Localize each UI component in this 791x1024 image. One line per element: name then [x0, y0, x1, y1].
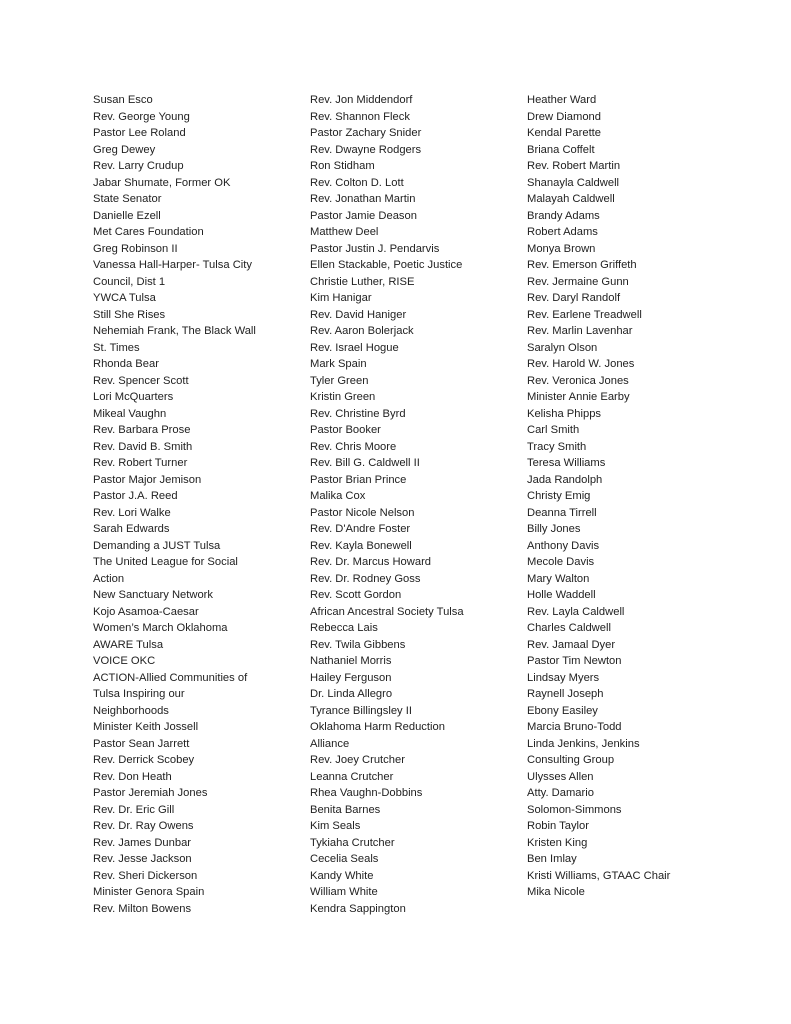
signatory-line: Rev. Colton D. Lott	[310, 176, 404, 189]
signatory-line: Ron Stidham	[310, 160, 375, 172]
signatory-line: Pastor Justin J. Pendarvis	[310, 242, 440, 255]
signatory-line: Rev. Jermaine Gunn	[527, 275, 629, 288]
signatory-line: Action	[93, 572, 125, 585]
signatory-line: Pastor J.A. Reed	[93, 490, 178, 502]
signatory-line: ACTION-Allied Communities of	[93, 671, 248, 684]
signatory-line: Mark Spain	[310, 358, 367, 370]
signatory-line: Pastor Lee Roland	[93, 127, 186, 139]
signatory-line: William White	[310, 886, 378, 898]
signatory-line: Rev. Dr. Marcus Howard	[310, 556, 432, 568]
signatory-line: Kelisha Phipps	[527, 407, 602, 420]
signatory-line: Pastor Brian Prince	[310, 473, 407, 486]
signatory-line: Rev. David B. Smith	[93, 440, 193, 453]
signatory-line: Carl Smith	[527, 424, 580, 436]
signatory-line: Robin Taylor	[527, 820, 589, 832]
signatory-line: Neighborhoods	[93, 704, 169, 717]
signatory-line: Briana Coffelt	[527, 143, 595, 156]
signatory-line: Rev. Dr. Rodney Goss	[310, 572, 421, 585]
signatory-line: Rev. Aaron Bolerjack	[310, 325, 414, 337]
signatory-line: Kristen King	[527, 836, 588, 849]
signatory-line: Pastor Zachary Snider	[310, 127, 422, 139]
signatory-line: The United League for Social	[93, 556, 238, 568]
signatory-line: Heather Ward	[527, 94, 597, 106]
signatory-line: Anthony Davis	[527, 539, 600, 552]
signatory-line: Pastor Sean Jarrett	[93, 737, 190, 750]
signatory-line: Minister Keith Jossell	[93, 721, 199, 733]
signatory-line: Tyler Green	[310, 374, 369, 387]
signatory-line: Leanna Crutcher	[310, 770, 394, 783]
signatory-line: Atty. Damario	[527, 787, 594, 799]
signatory-line: Pastor Booker	[310, 424, 381, 436]
signatory-line: Saralyn Olson	[527, 341, 598, 354]
signatory-line: Christy Emig	[527, 490, 591, 502]
signatory-line: Tracy Smith	[527, 440, 587, 453]
signatory-line: Rev. Robert Turner	[93, 457, 188, 469]
signatory-line: Linda Jenkins, Jenkins	[527, 737, 640, 750]
signatory-line: Raynell Joseph	[527, 688, 604, 700]
signatory-line: Greg Robinson II	[93, 242, 178, 255]
signatory-line: Kristi Williams, GTAAC Chair	[527, 869, 671, 882]
signatory-line: Greg Dewey	[93, 143, 156, 156]
signatory-line: Lori McQuarters	[93, 391, 174, 403]
signatory-line: Deanna Tirrell	[527, 506, 597, 519]
signatory-line: Rev. Dr. Ray Owens	[93, 820, 194, 832]
signatory-line: Pastor Tim Newton	[527, 655, 622, 667]
signatory-line: Ulysses Allen	[527, 770, 594, 783]
signatory-line: Tulsa Inspiring our	[93, 688, 185, 700]
signatory-line: Charles Caldwell	[527, 622, 611, 634]
signatory-column-1	[93, 92, 298, 917]
signatory-line: Matthew Deel	[310, 226, 379, 238]
signatory-line: AWARE Tulsa	[93, 638, 164, 651]
signatory-line: Christie Luther, RISE	[310, 275, 415, 288]
signatory-line: Met Cares Foundation	[93, 226, 204, 238]
signatory-line: Pastor Jeremiah Jones	[93, 787, 208, 799]
signatory-line: Danielle Ezell	[93, 209, 161, 222]
signatory-line: VOICE OKC	[93, 655, 156, 667]
signatory-line: Tyrance Billingsley II	[310, 704, 412, 717]
signatory-line: Rev. Israel Hogue	[310, 341, 399, 354]
signatory-line: Rev. Veronica Jones	[527, 374, 629, 387]
signatory-line: Demanding a JUST Tulsa	[93, 539, 221, 552]
signatory-line: Rev. Spencer Scott	[93, 374, 189, 387]
signatory-line: Consulting Group	[527, 754, 615, 766]
signatory-line: Rev. Bill G. Caldwell II	[310, 457, 420, 469]
signatory-line: Nathaniel Morris	[310, 655, 392, 667]
signatory-line: Hailey Ferguson	[310, 671, 392, 684]
signatory-line: Benita Barnes	[310, 803, 381, 816]
signatory-line: Rev. Dwayne Rodgers	[310, 143, 422, 156]
signatory-line: Rev. Robert Martin	[527, 160, 621, 172]
signatory-line: Council, Dist 1	[93, 275, 166, 288]
signatory-line: Billy Jones	[527, 523, 581, 535]
signatory-line: Rev. Daryl Randolf	[527, 292, 621, 304]
signatory-line: Nehemiah Frank, The Black Wall	[93, 325, 256, 337]
signatory-line: Rev. Sheri Dickerson	[93, 869, 198, 882]
signatory-line: Rev. Dr. Eric Gill	[93, 803, 175, 816]
signatory-line: Solomon-Simmons	[527, 803, 622, 816]
signatory-line: Rev. Scott Gordon	[310, 589, 402, 601]
signatory-line: Malika Cox	[310, 490, 366, 502]
signatory-line: Monya Brown	[527, 242, 596, 255]
signatory-line: Rev. Lori Walke	[93, 506, 171, 519]
signatory-line: Kristin Green	[310, 391, 376, 403]
signatory-line: Holle Waddell	[527, 589, 596, 601]
signatory-line: Rev. Derrick Scobey	[93, 754, 195, 766]
signatory-line: Rhea Vaughn-Dobbins	[310, 787, 423, 799]
signatory-line: Rev. Barbara Prose	[93, 424, 191, 436]
signatory-line: Rev. Don Heath	[93, 770, 172, 783]
signatory-line: Rev. Jamaal Dyer	[527, 638, 616, 651]
signatory-line: Drew Diamond	[527, 110, 601, 123]
signatory-line: Rev. Joey Crutcher	[310, 754, 405, 766]
signatory-line: Kojo Asamoa-Caesar	[93, 605, 199, 618]
signatory-line: Rev. George Young	[93, 110, 190, 123]
signatory-line: Mikeal Vaughn	[93, 407, 167, 420]
signatory-line: Rev. Twila Gibbens	[310, 638, 406, 651]
signatory-line: Rev. Earlene Treadwell	[527, 308, 642, 321]
signatory-line: Kendal Parette	[527, 127, 602, 139]
signatory-line: Rhonda Bear	[93, 358, 159, 370]
signatory-line: African Ancestral Society Tulsa	[310, 605, 464, 618]
signatory-line: Oklahoma Harm Reduction	[310, 721, 445, 733]
signatory-line: Rebecca Lais	[310, 622, 378, 634]
signatory-line: Dr. Linda Allegro	[310, 688, 393, 700]
signatory-line: Malayah Caldwell	[527, 193, 615, 205]
signatory-line: Kandy White	[310, 869, 374, 882]
signatory-line: Rev. Harold W. Jones	[527, 358, 635, 370]
signatory-line: YWCA Tulsa	[93, 292, 156, 304]
signatory-line: Ellen Stackable, Poetic Justice	[310, 259, 463, 271]
signatory-line: Pastor Jamie Deason	[310, 209, 417, 222]
signatory-line: Still She Rises	[93, 308, 166, 321]
signatory-line: Brandy Adams	[527, 209, 600, 222]
signatory-line: Teresa Williams	[527, 457, 606, 469]
signatory-line: Mecole Davis	[527, 556, 595, 568]
signatory-line: Minister Annie Earby	[527, 391, 630, 403]
signatory-line: New Sanctuary Network	[93, 589, 213, 601]
signatory-line: Tykiaha Crutcher	[310, 836, 395, 849]
signatory-line: Robert Adams	[527, 226, 598, 238]
signatory-line: Pastor Major Jemison	[93, 473, 202, 486]
signatory-line: Rev. Jonathan Martin	[310, 193, 416, 205]
signatory-line: Marcia Bruno-Todd	[527, 721, 622, 733]
signatory-line: Minister Genora Spain	[93, 886, 205, 898]
signatory-line: Lindsay Myers	[527, 671, 600, 684]
signatory-line: Rev. Shannon Fleck	[310, 110, 410, 123]
signatory-line: Susan Esco	[93, 94, 153, 106]
signatory-line: Jabar Shumate, Former OK	[93, 176, 231, 189]
signatory-line: Mary Walton	[527, 572, 590, 585]
signatory-line: Shanayla Caldwell	[527, 176, 620, 189]
signatory-line: Rev. Larry Crudup	[93, 160, 184, 172]
signatory-line: Rev. Jesse Jackson	[93, 853, 192, 865]
signatory-line: Cecelia Seals	[310, 853, 379, 865]
signatory-line: Rev. Kayla Bonewell	[310, 539, 412, 552]
signatory-line: Alliance	[310, 737, 350, 750]
signatory-line: Rev. Chris Moore	[310, 440, 397, 453]
signatory-line: State Senator	[93, 193, 162, 205]
signatory-line: Kendra Sappington	[310, 902, 406, 915]
signatory-line: Rev. Layla Caldwell	[527, 605, 625, 618]
signatory-line: Rev. David Haniger	[310, 308, 407, 321]
signatory-line: Rev. Christine Byrd	[310, 407, 406, 420]
signatory-column-2	[310, 92, 515, 917]
signatory-column-3	[527, 92, 727, 901]
signatory-line: Kim Hanigar	[310, 292, 372, 304]
signatory-line: Rev. D'Andre Foster	[310, 523, 411, 535]
signatory-line: Rev. Emerson Griffeth	[527, 259, 637, 271]
signatory-line: Women’s March Oklahoma	[93, 622, 228, 634]
signatory-line: Ebony Easiley	[527, 704, 598, 717]
signatory-line: Vanessa Hall-Harper- Tulsa City	[93, 259, 252, 271]
signatory-line: Kim Seals	[310, 820, 361, 832]
signatory-line: Mika Nicole	[527, 886, 585, 898]
signatory-line: Ben Imlay	[527, 853, 577, 865]
signatory-line: Rev. Jon Middendorf	[310, 94, 413, 106]
signatory-line: Jada Randolph	[527, 473, 603, 486]
signatory-line: St. Times	[93, 341, 140, 354]
signatory-line: Rev. Marlin Lavenhar	[527, 325, 633, 337]
signatory-line: Sarah Edwards	[93, 523, 170, 535]
signatory-line: Rev. Milton Bowens	[93, 902, 192, 915]
signatory-line: Rev. James Dunbar	[93, 836, 192, 849]
signatory-line: Pastor Nicole Nelson	[310, 506, 415, 519]
